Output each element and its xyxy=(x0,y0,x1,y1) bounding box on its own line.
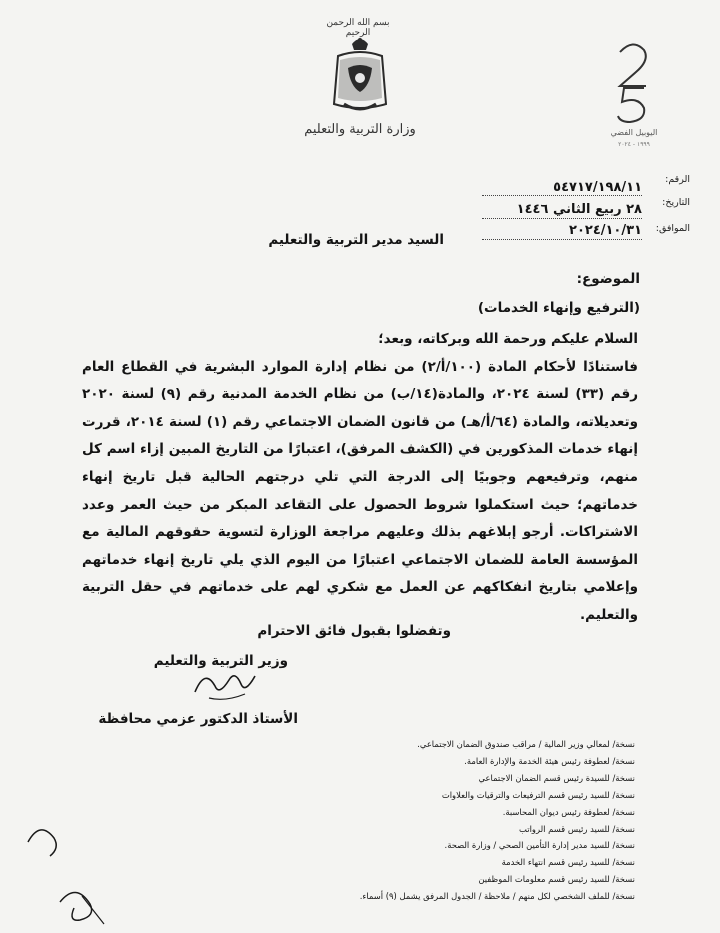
addressee: السيد مدير التربية والتعليم xyxy=(268,232,444,248)
greeting: السلام عليكم ورحمة الله وبركاته، وبعد؛ xyxy=(378,331,638,347)
copy-item: نسخة/ لمعالي وزير المالية / مراقب صندوق الضمان الاجتماعي. xyxy=(417,739,635,749)
ministry-name: وزارة التربية والتعليم xyxy=(304,122,416,137)
copies-list xyxy=(360,736,635,905)
copy-item: نسخة/ لعطوفة رئيس ديوان المحاسبة. xyxy=(502,806,635,817)
logo-years: ١٩٩٩ - ٢٠٢٤ xyxy=(618,141,650,148)
silver-jubilee-logo-icon xyxy=(610,38,656,124)
copy-item: نسخة/ للسيد رئيس قسم الترفيعات والترقيات والعلاوات xyxy=(441,789,635,800)
date-underline xyxy=(482,217,642,219)
copy-item: نسخة/ للسيد رئيس قسم انتهاء الخدمة xyxy=(501,857,635,868)
logo-caption: اليوبيل الفضي xyxy=(610,128,658,137)
coat-of-arms-icon xyxy=(330,34,390,119)
handwritten-initials-icon xyxy=(20,812,110,930)
equivalent-date-value: ٢٠٢٤/١٠/٣١ xyxy=(569,223,642,238)
copy-item: نسخة/ للسيد رئيس قسم معلومات الموظفين xyxy=(478,874,635,885)
copy-item: نسخة/ للملف الشخصي لكل منهم / ملاحظة / الجدول المرفق يشمل (٩) أسماء. xyxy=(359,891,635,902)
closing-line: وتفضلوا بقبول فائق الاحترام xyxy=(257,623,451,639)
copy-item: نسخة/ للسيد رئيس قسم الرواتب xyxy=(519,823,635,834)
reference-number-underline xyxy=(482,194,642,196)
subject-text: (الترفيع وإنهاء الخدمات) xyxy=(477,300,640,316)
reference-number-value: ٥٤٧١٧/١٩٨/١١ xyxy=(553,180,642,195)
copy-item: نسخة/ للسيد مدير إدارة التأمين الصحي / وزارة الصحة. xyxy=(444,840,635,851)
body-paragraph: فاستنادًا لأحكام المادة (١٠٠/أ/٢) من نظام إدارة الموارد البشرية في القطاع العام رقم (٣٣) لسنة ٢٠٢٤، والمادة(١٤/ب) من نظام الخدمة المدنية رقم (٩) لسنة ٢٠٢٠ وتعديلاته، والمادة (٦٤/أ/هـ) من قانون الضمان الاجتماعي رقم (١) لسنة ٢٠١٤، قررت إنهاء خدمات المذكورين في (الكشف المرفق)، اعتبارًا من التاريخ المبين إزاء اسم كل منهم، وترفيعهم وجوبيًا إلى الدرجة التي تلي درجتهم الحالية قبل تاريخ إنهاء خدماتهم؛ حيث استكملوا شروط الحصول على التقاعد المبكر من حيث العمر وعدد الاشتراكات. أرجو إبلاغهم بذلك وعليهم مراجعة الوزارة لتسوية حقوقهم المالية مع المؤسسة العامة للضمان الاجتماعي اعتبارًا من اليوم الذي يلي تاريخ إنهاء خدماتهم وإعلامي بتاريخ انفكاكهم عن العمل مع شكري لهم على خدماتهم في حقل التربية والتعليم. xyxy=(82,358,639,623)
reference-number-label: الرقم: xyxy=(665,174,690,185)
copy-item: نسخة/ للسيدة رئيس قسم الضمان الاجتماعي xyxy=(478,772,635,783)
basmala: بسم الله الرحمن الرحيم xyxy=(326,18,390,38)
equivalent-date-label: الموافق: xyxy=(655,223,690,234)
copy-item: نسخة/ لعطوفة رئيس هيئة الخدمة والإدارة العامة. xyxy=(464,755,635,766)
signature-icon xyxy=(185,662,265,708)
minister-name: الأستاذ الدكتور عزمي محافظة xyxy=(98,711,298,727)
date-label: التاريخ: xyxy=(662,197,690,208)
equivalent-date-underline xyxy=(482,238,642,240)
date-value: ٢٨ ربيع الثاني ١٤٤٦ xyxy=(516,202,642,217)
minister-title: وزير التربية والتعليم xyxy=(153,653,288,669)
letter-body xyxy=(82,326,638,630)
subject-label: الموضوع: xyxy=(576,271,640,287)
